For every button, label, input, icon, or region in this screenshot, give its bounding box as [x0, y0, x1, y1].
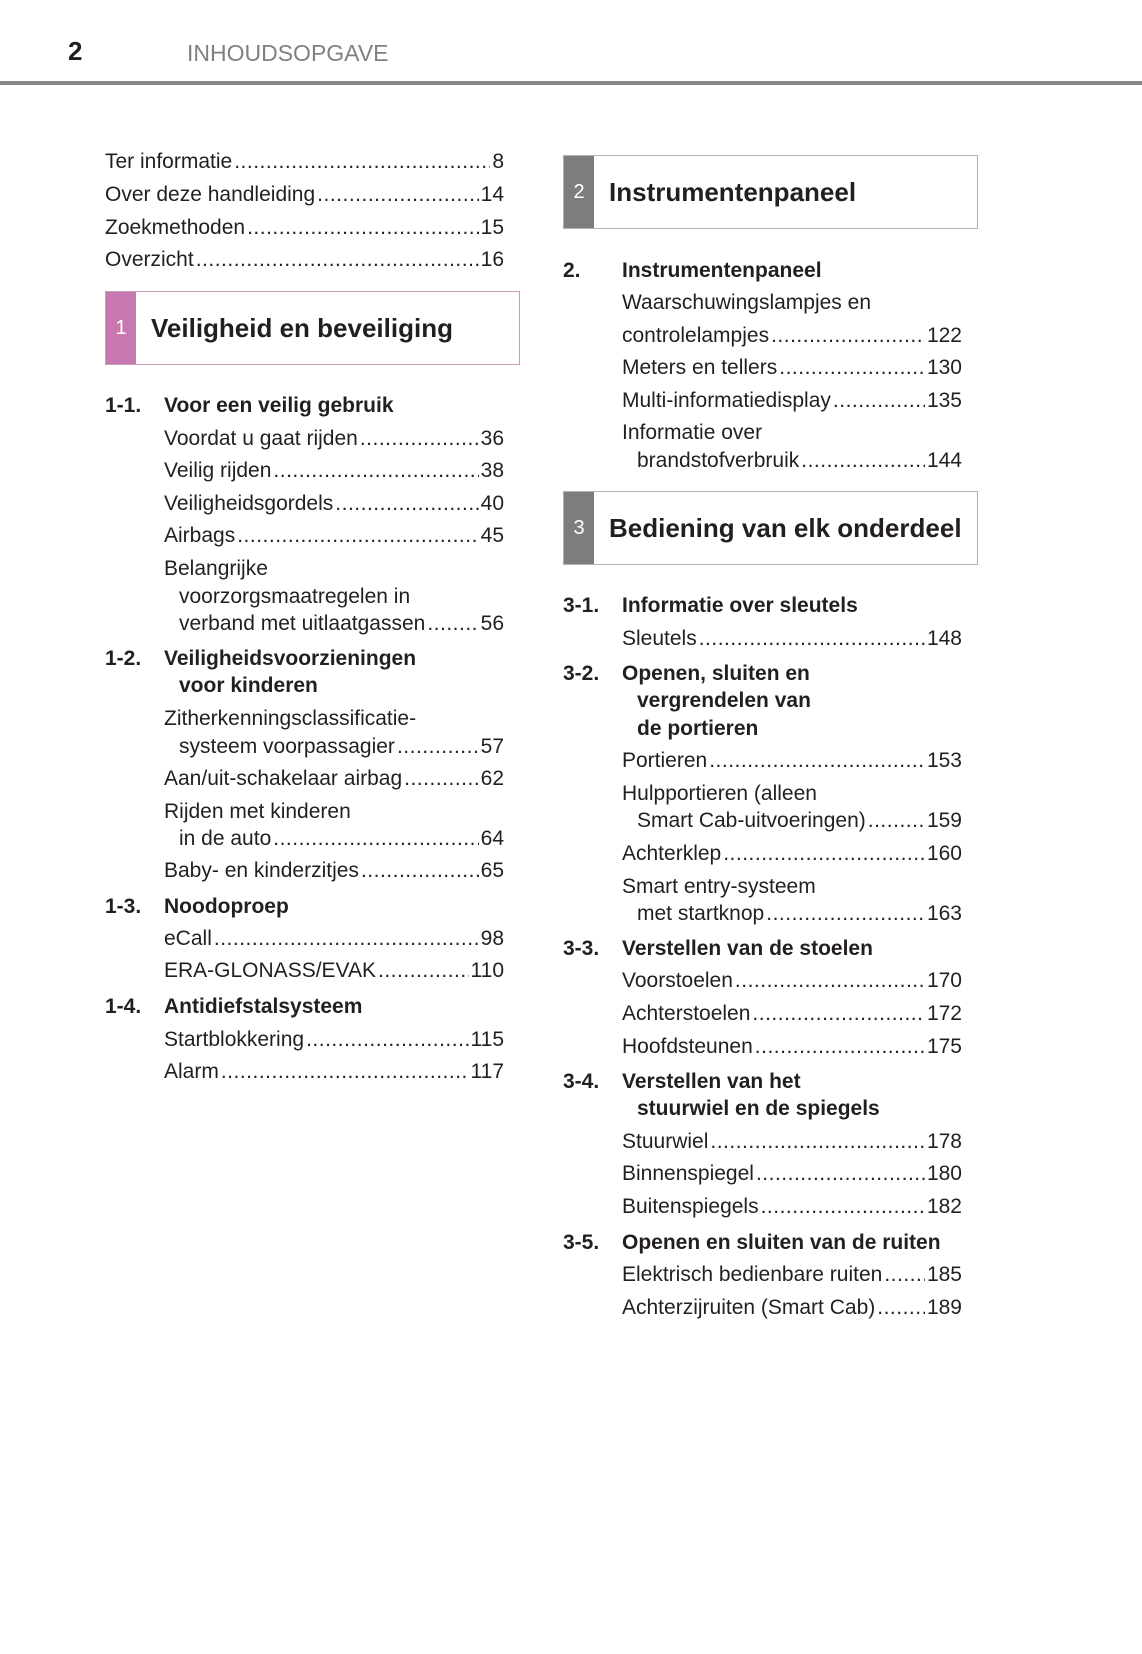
- toc-entry[interactable]: [622, 322, 962, 350]
- toc-entry-title: Smart entry-systeem: [622, 875, 816, 898]
- toc-entry-title: Zitherkenningsclassificatie-: [164, 707, 417, 730]
- toc-page-number: 56: [480, 612, 504, 635]
- toc-entry-title: Smart Cab-uitvoeringen): [637, 809, 866, 832]
- toc-entry-title: stuurwiel en de spiegels: [637, 1097, 880, 1120]
- dot-leader: [273, 457, 478, 485]
- toc-section-number: 1-1.: [105, 394, 142, 417]
- toc-entry-title: Achterzijruiten (Smart Cab): [622, 1296, 876, 1319]
- toc-entry[interactable]: [622, 967, 962, 995]
- toc-entry-title: Veilig rijden: [164, 459, 272, 482]
- toc-page-number: 65: [480, 859, 504, 882]
- toc-section-number: 3-5.: [563, 1231, 600, 1254]
- dot-leader: [761, 1193, 925, 1221]
- toc-entry-title: Sleutels: [622, 627, 697, 650]
- toc-entry-title: vergrendelen van: [637, 689, 811, 712]
- toc-page-number: 98: [480, 927, 504, 950]
- toc-entry[interactable]: [164, 1058, 504, 1086]
- dot-leader: [214, 925, 479, 953]
- toc-page-number: 148: [926, 627, 962, 650]
- toc-entry[interactable]: [622, 625, 962, 653]
- toc-entry[interactable]: [622, 1294, 962, 1322]
- section-3-box[interactable]: [563, 491, 978, 565]
- toc-heading[interactable]: [105, 645, 504, 673]
- toc-entry-title: Hoofdsteunen: [622, 1035, 753, 1058]
- toc-entry-title: Voorstoelen: [622, 969, 733, 992]
- toc-entry-title: systeem voorpassagier: [179, 735, 395, 758]
- dot-leader: [317, 181, 478, 209]
- dot-leader: [868, 807, 925, 835]
- toc-page-number: 62: [480, 767, 504, 790]
- toc-entry-title: Informatie over sleutels: [622, 594, 858, 617]
- header-divider: [0, 81, 1142, 85]
- toc-entry[interactable]: [622, 1261, 962, 1289]
- toc-entry[interactable]: [637, 447, 962, 475]
- section-3-title: Bediening van elk onderdeel: [609, 512, 962, 543]
- toc-entry-title: Belangrijke: [164, 557, 268, 580]
- toc-heading[interactable]: [179, 672, 504, 700]
- toc-entry[interactable]: [622, 1000, 962, 1028]
- toc-page-number: 36: [480, 427, 504, 450]
- toc-page-number: 135: [926, 389, 962, 412]
- toc-heading[interactable]: [637, 1095, 962, 1123]
- section-2-box[interactable]: [563, 155, 978, 229]
- dot-leader: [709, 747, 925, 775]
- toc-entry[interactable]: [179, 825, 504, 853]
- toc-page-number: 38: [480, 459, 504, 482]
- toc-entry[interactable]: [622, 1160, 962, 1188]
- toc-entry-title: verband met uitlaatgassen: [179, 612, 426, 635]
- toc-entry-title: Verstellen van het: [622, 1070, 801, 1093]
- toc-entry[interactable]: [637, 807, 962, 835]
- dot-leader: [752, 1000, 925, 1028]
- toc-page-number: 153: [926, 749, 962, 772]
- toc-entry[interactable]: [105, 214, 504, 242]
- toc-page-number: 180: [926, 1162, 962, 1185]
- toc-heading[interactable]: [563, 1068, 962, 1096]
- toc-page-number: 170: [926, 969, 962, 992]
- toc-entry-title: Openen en sluiten van de ruiten: [622, 1231, 941, 1254]
- toc-entry[interactable]: [105, 181, 504, 209]
- toc-entry[interactable]: [164, 522, 504, 550]
- toc-entry[interactable]: [164, 457, 504, 485]
- toc-page-number: 64: [480, 827, 504, 850]
- dot-leader: [397, 733, 479, 761]
- dot-leader: [378, 957, 469, 985]
- toc-section-number: 3-1.: [563, 594, 600, 617]
- toc-entry-title: in de auto: [179, 827, 272, 850]
- toc-page-number: 16: [480, 248, 504, 271]
- toc-entry-title: Instrumentenpaneel: [622, 259, 822, 282]
- toc-entry[interactable]: [622, 387, 962, 415]
- running-header-title: INHOUDSOPGAVE: [187, 40, 389, 66]
- toc-entry[interactable]: [622, 840, 962, 868]
- toc-page-number: 182: [926, 1195, 962, 1218]
- toc-entry[interactable]: [622, 419, 962, 447]
- toc-heading[interactable]: [105, 993, 504, 1021]
- toc-entry-title: de portieren: [637, 717, 759, 740]
- dot-leader: [833, 387, 925, 415]
- dot-leader: [771, 322, 925, 350]
- toc-entry-title: Over deze handleiding: [105, 183, 316, 206]
- toc-heading[interactable]: [637, 687, 962, 715]
- toc-entry-title: Baby- en kinderzitjes: [164, 859, 359, 882]
- toc-entry-title: voor kinderen: [179, 674, 318, 697]
- toc-entry[interactable]: [164, 705, 504, 733]
- toc-entry-title: met startknop: [637, 902, 765, 925]
- dot-leader: [247, 214, 479, 242]
- toc-page-number: 115: [470, 1028, 504, 1051]
- section-2-title: Instrumentenpaneel: [609, 176, 857, 207]
- toc-entry-title: Antidiefstalsysteem: [164, 995, 363, 1018]
- toc-entry-title: Multi-informatiedisplay: [622, 389, 831, 412]
- toc-entry-title: Noodoproep: [164, 895, 289, 918]
- toc-entry-title: Airbags: [164, 524, 236, 547]
- toc-entry[interactable]: [164, 798, 504, 826]
- toc-entry-title: Stuurwiel: [622, 1130, 709, 1153]
- toc-heading[interactable]: [105, 893, 504, 921]
- toc-heading[interactable]: [105, 392, 504, 420]
- toc-entry[interactable]: [622, 289, 962, 317]
- section-2-tab: 2: [564, 156, 594, 228]
- toc-entry-title: Rijden met kinderen: [164, 800, 351, 823]
- page-number: 2: [68, 36, 83, 66]
- dot-leader: [710, 1128, 925, 1156]
- toc-entry[interactable]: [164, 925, 504, 953]
- toc-entry[interactable]: [637, 900, 962, 928]
- toc-page-number: 175: [926, 1035, 962, 1058]
- toc-heading[interactable]: [563, 935, 962, 963]
- toc-entry-title: Zoekmethoden: [105, 216, 246, 239]
- toc-entry[interactable]: [105, 246, 504, 274]
- dot-leader: [723, 840, 925, 868]
- toc-entry-title: Buitenspiegels: [622, 1195, 759, 1218]
- dot-leader: [404, 765, 479, 793]
- toc-page-number: 110: [470, 959, 504, 982]
- toc-entry-title: Achterklep: [622, 842, 722, 865]
- toc-entry-title: ERA-GLONASS/EVAK: [164, 959, 377, 982]
- toc-page-number: 14: [480, 183, 504, 206]
- dot-leader: [699, 625, 925, 653]
- dot-leader: [877, 1294, 925, 1322]
- toc-entry[interactable]: [179, 733, 504, 761]
- toc-heading[interactable]: [637, 715, 962, 743]
- toc-page-number: 117: [470, 1060, 504, 1083]
- dot-leader: [756, 1160, 925, 1188]
- toc-entry-title: controlelampjes: [622, 324, 770, 347]
- toc-page-number: 189: [926, 1296, 962, 1319]
- dot-leader: [755, 1033, 925, 1061]
- toc-page-number: 163: [926, 902, 962, 925]
- toc-entry-title: voorzorgsmaatregelen in: [179, 585, 411, 608]
- dot-leader: [884, 1261, 925, 1289]
- section-1-box[interactable]: [105, 291, 520, 365]
- toc-entry-title: Portieren: [622, 749, 708, 772]
- dot-leader: [234, 148, 490, 176]
- toc-entry-title: Binnenspiegel: [622, 1162, 754, 1185]
- dot-leader: [306, 1026, 468, 1054]
- toc-page-number: 130: [926, 356, 962, 379]
- toc-entry[interactable]: [164, 765, 504, 793]
- dot-leader: [361, 857, 479, 885]
- toc-entry-title: Veiligheidsvoorzieningen: [164, 647, 417, 670]
- toc-entry[interactable]: [105, 148, 504, 176]
- toc-page-number: 144: [926, 449, 962, 472]
- toc-entry-title: eCall: [164, 927, 212, 950]
- dot-leader: [766, 900, 925, 928]
- toc-entry-title: Ter informatie: [105, 150, 233, 173]
- toc-entry-title: Aan/uit-schakelaar airbag: [164, 767, 403, 790]
- toc-section-number: 3-4.: [563, 1070, 600, 1093]
- toc-heading[interactable]: [563, 257, 962, 285]
- toc-heading[interactable]: [563, 660, 962, 688]
- toc-page-number: 45: [480, 524, 504, 547]
- dot-leader: [221, 1058, 469, 1086]
- toc-entry-title: Elektrisch bedienbare ruiten: [622, 1263, 883, 1286]
- toc-entry[interactable]: [164, 1026, 504, 1054]
- toc-entry[interactable]: [622, 354, 962, 382]
- toc-entry[interactable]: [179, 583, 504, 611]
- toc-page-number: 40: [480, 492, 504, 515]
- toc-entry-title: Veiligheidsgordels: [164, 492, 334, 515]
- dot-leader: [273, 825, 478, 853]
- toc-entry[interactable]: [164, 490, 504, 518]
- toc-entry-title: Informatie over: [622, 421, 763, 444]
- toc-heading[interactable]: [563, 592, 962, 620]
- toc-entry[interactable]: [179, 610, 504, 638]
- dot-leader: [735, 967, 925, 995]
- dot-leader: [801, 447, 925, 475]
- toc-page-number: 160: [926, 842, 962, 865]
- toc-page-number: 122: [926, 324, 962, 347]
- toc-entry-title: Alarm: [164, 1060, 219, 1083]
- toc-entry-title: brandstofverbruik: [637, 449, 800, 472]
- dot-leader: [196, 246, 479, 274]
- toc-section-number: 1-4.: [105, 995, 142, 1018]
- toc-page-number: 159: [926, 809, 962, 832]
- toc-section-number: 3-3.: [563, 937, 600, 960]
- dot-leader: [360, 425, 479, 453]
- toc-section-number: 1-3.: [105, 895, 142, 918]
- dot-leader: [237, 522, 478, 550]
- dot-leader: [335, 490, 478, 518]
- toc-section-number: 2.: [563, 259, 581, 282]
- dot-leader: [427, 610, 478, 638]
- section-1-title: Veiligheid en beveiliging: [151, 312, 453, 343]
- toc-heading[interactable]: [563, 1229, 962, 1257]
- toc-page-number: 8: [492, 150, 504, 173]
- toc-entry-title: Overzicht: [105, 248, 194, 271]
- toc-entry[interactable]: [622, 1033, 962, 1061]
- toc-entry[interactable]: [164, 957, 504, 985]
- toc-entry-title: Achterstoelen: [622, 1002, 751, 1025]
- toc-entry[interactable]: [622, 780, 962, 808]
- toc-entry-title: Voor een veilig gebruik: [164, 394, 394, 417]
- toc-entry-title: Verstellen van de stoelen: [622, 937, 873, 960]
- toc-page-number: 178: [926, 1130, 962, 1153]
- toc-section-number: 1-2.: [105, 647, 142, 670]
- dot-leader: [779, 354, 925, 382]
- toc-entry[interactable]: [622, 747, 962, 775]
- toc-entry-title: Waarschuwingslampjes en: [622, 291, 871, 314]
- toc-entry[interactable]: [164, 857, 504, 885]
- toc-entry[interactable]: [164, 555, 504, 583]
- toc-entry-title: Meters en tellers: [622, 356, 778, 379]
- toc-entry-title: Startblokkering: [164, 1028, 305, 1051]
- toc-entry[interactable]: [622, 1128, 962, 1156]
- toc-entry[interactable]: [622, 873, 962, 901]
- toc-entry-title: Voordat u gaat rijden: [164, 427, 358, 450]
- toc-page-number: 15: [480, 216, 504, 239]
- toc-page-number: 57: [480, 735, 504, 758]
- section-1-tab: 1: [106, 292, 136, 364]
- toc-entry[interactable]: [164, 425, 504, 453]
- toc-entry-title: Hulpportieren (alleen: [622, 782, 817, 805]
- toc-page-number: 185: [926, 1263, 962, 1286]
- toc-entry-title: Openen, sluiten en: [622, 662, 810, 685]
- toc-entry[interactable]: [622, 1193, 962, 1221]
- toc-section-number: 3-2.: [563, 662, 600, 685]
- section-3-tab: 3: [564, 492, 594, 564]
- toc-page-number: 172: [926, 1002, 962, 1025]
